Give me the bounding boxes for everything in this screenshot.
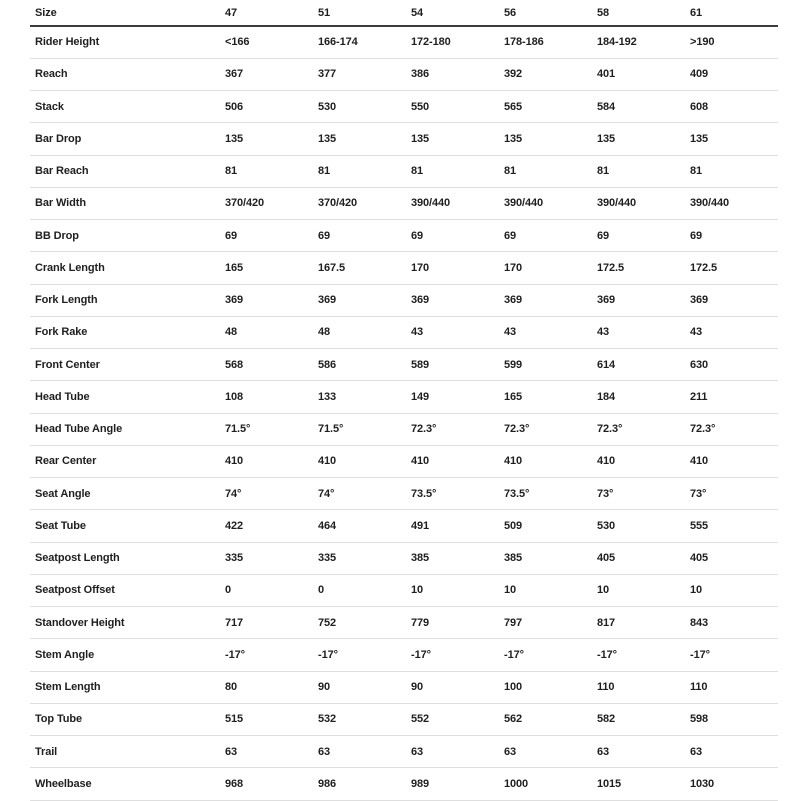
cell-value: 63 <box>220 736 313 768</box>
cell-value: 464 <box>313 510 406 542</box>
cell-value: 530 <box>592 510 685 542</box>
row-label: Seatpost Length <box>30 542 220 574</box>
cell-value: 69 <box>499 220 592 252</box>
table-row <box>30 445 778 477</box>
cell-value: 135 <box>220 123 313 155</box>
cell-value: 69 <box>685 220 778 252</box>
cell-value: -17° <box>406 639 499 671</box>
table-row <box>30 413 778 445</box>
header-size-value: 56 <box>499 0 592 26</box>
cell-value: 410 <box>685 445 778 477</box>
cell-value: -17° <box>592 639 685 671</box>
cell-value: 369 <box>592 284 685 316</box>
cell-value: 73° <box>592 478 685 510</box>
cell-value: 968 <box>220 768 313 800</box>
cell-value: 515 <box>220 703 313 735</box>
table-row <box>30 542 778 574</box>
cell-value: 589 <box>406 349 499 381</box>
header-size-value: 47 <box>220 0 313 26</box>
cell-value: 133 <box>313 381 406 413</box>
cell-value: 405 <box>685 542 778 574</box>
table-row <box>30 607 778 639</box>
cell-value: 80 <box>220 671 313 703</box>
table-row <box>30 381 778 413</box>
cell-value: 72.3° <box>406 413 499 445</box>
cell-value: 410 <box>406 445 499 477</box>
row-label: BB Drop <box>30 220 220 252</box>
cell-value: 550 <box>406 91 499 123</box>
cell-value: 108 <box>220 381 313 413</box>
table-body <box>30 26 778 800</box>
cell-value: 565 <box>499 91 592 123</box>
cell-value: 63 <box>685 736 778 768</box>
cell-value: 797 <box>499 607 592 639</box>
cell-value: 614 <box>592 349 685 381</box>
row-label: Rider Height <box>30 26 220 58</box>
header-size-value: 58 <box>592 0 685 26</box>
cell-value: 335 <box>220 542 313 574</box>
cell-value: 48 <box>313 316 406 348</box>
cell-value: 385 <box>406 542 499 574</box>
row-label: Top Tube <box>30 703 220 735</box>
table-row <box>30 91 778 123</box>
header-size-value: 61 <box>685 0 778 26</box>
cell-value: -17° <box>685 639 778 671</box>
cell-value: 1030 <box>685 768 778 800</box>
cell-value: 370/420 <box>313 187 406 219</box>
cell-value: 598 <box>685 703 778 735</box>
cell-value: 555 <box>685 510 778 542</box>
cell-value: 63 <box>592 736 685 768</box>
cell-value: 73.5° <box>499 478 592 510</box>
cell-value: 10 <box>685 574 778 606</box>
table-row <box>30 252 778 284</box>
table-row <box>30 671 778 703</box>
geometry-table-container <box>30 0 778 800</box>
cell-value: 63 <box>406 736 499 768</box>
cell-value: 401 <box>592 58 685 90</box>
cell-value: 410 <box>592 445 685 477</box>
table-row <box>30 349 778 381</box>
cell-value: 989 <box>406 768 499 800</box>
cell-value: 608 <box>685 91 778 123</box>
cell-value: 10 <box>406 574 499 606</box>
cell-value: 73° <box>685 478 778 510</box>
table-row <box>30 284 778 316</box>
cell-value: 335 <box>313 542 406 574</box>
cell-value: 43 <box>499 316 592 348</box>
cell-value: 568 <box>220 349 313 381</box>
row-label: Reach <box>30 58 220 90</box>
cell-value: 43 <box>685 316 778 348</box>
cell-value: 10 <box>592 574 685 606</box>
row-label: Fork Rake <box>30 316 220 348</box>
cell-value: 390/440 <box>406 187 499 219</box>
cell-value: >190 <box>685 26 778 58</box>
cell-value: 717 <box>220 607 313 639</box>
cell-value: 74° <box>313 478 406 510</box>
cell-value: 69 <box>406 220 499 252</box>
cell-value: 81 <box>313 155 406 187</box>
table-row <box>30 478 778 510</box>
cell-value: 100 <box>499 671 592 703</box>
cell-value: 582 <box>592 703 685 735</box>
cell-value: 390/440 <box>592 187 685 219</box>
cell-value: 172.5 <box>592 252 685 284</box>
row-label: Crank Length <box>30 252 220 284</box>
row-label: Fork Length <box>30 284 220 316</box>
cell-value: 72.3° <box>499 413 592 445</box>
cell-value: 211 <box>685 381 778 413</box>
table-row <box>30 510 778 542</box>
cell-value: 817 <box>592 607 685 639</box>
cell-value: 843 <box>685 607 778 639</box>
cell-value: 509 <box>499 510 592 542</box>
cell-value: 405 <box>592 542 685 574</box>
cell-value: 422 <box>220 510 313 542</box>
row-label: Stem Length <box>30 671 220 703</box>
row-label: Seat Tube <box>30 510 220 542</box>
row-label: Bar Reach <box>30 155 220 187</box>
row-label: Trail <box>30 736 220 768</box>
cell-value: 63 <box>499 736 592 768</box>
header-size-value: 54 <box>406 0 499 26</box>
row-label: Stack <box>30 91 220 123</box>
header-row <box>30 0 778 26</box>
cell-value: 172-180 <box>406 26 499 58</box>
cell-value: 43 <box>592 316 685 348</box>
cell-value: 390/440 <box>499 187 592 219</box>
cell-value: 81 <box>220 155 313 187</box>
cell-value: 110 <box>685 671 778 703</box>
cell-value: 10 <box>499 574 592 606</box>
cell-value: 410 <box>220 445 313 477</box>
cell-value: 165 <box>220 252 313 284</box>
table-row <box>30 316 778 348</box>
cell-value: 72.3° <box>592 413 685 445</box>
cell-value: 370/420 <box>220 187 313 219</box>
cell-value: -17° <box>313 639 406 671</box>
cell-value: 506 <box>220 91 313 123</box>
cell-value: -17° <box>499 639 592 671</box>
row-label: Rear Center <box>30 445 220 477</box>
cell-value: 81 <box>592 155 685 187</box>
row-label: Front Center <box>30 349 220 381</box>
cell-value: 135 <box>406 123 499 155</box>
cell-value: 170 <box>499 252 592 284</box>
cell-value: 72.3° <box>685 413 778 445</box>
cell-value: 184 <box>592 381 685 413</box>
cell-value: 178-186 <box>499 26 592 58</box>
cell-value: 752 <box>313 607 406 639</box>
cell-value: 166-174 <box>313 26 406 58</box>
table-row <box>30 768 778 800</box>
cell-value: 0 <box>220 574 313 606</box>
cell-value: 369 <box>685 284 778 316</box>
table-row <box>30 574 778 606</box>
cell-value: 90 <box>406 671 499 703</box>
cell-value: 410 <box>313 445 406 477</box>
row-label: Head Tube Angle <box>30 413 220 445</box>
cell-value: 532 <box>313 703 406 735</box>
cell-value: 172.5 <box>685 252 778 284</box>
cell-value: 1000 <box>499 768 592 800</box>
row-label: Seat Angle <box>30 478 220 510</box>
cell-value: 369 <box>499 284 592 316</box>
cell-value: 410 <box>499 445 592 477</box>
cell-value: -17° <box>220 639 313 671</box>
table-row <box>30 26 778 58</box>
cell-value: 369 <box>313 284 406 316</box>
cell-value: 81 <box>685 155 778 187</box>
cell-value: 71.5° <box>220 413 313 445</box>
cell-value: 184-192 <box>592 26 685 58</box>
cell-value: 0 <box>313 574 406 606</box>
cell-value: 81 <box>406 155 499 187</box>
cell-value: 586 <box>313 349 406 381</box>
cell-value: 135 <box>499 123 592 155</box>
cell-value: 562 <box>499 703 592 735</box>
cell-value: 69 <box>592 220 685 252</box>
cell-value: 135 <box>685 123 778 155</box>
cell-value: 377 <box>313 58 406 90</box>
cell-value: 71.5° <box>313 413 406 445</box>
cell-value: 135 <box>313 123 406 155</box>
cell-value: 63 <box>313 736 406 768</box>
cell-value: 165 <box>499 381 592 413</box>
cell-value: 599 <box>499 349 592 381</box>
cell-value: 1015 <box>592 768 685 800</box>
row-label: Stem Angle <box>30 639 220 671</box>
row-label: Bar Drop <box>30 123 220 155</box>
table-row <box>30 220 778 252</box>
table-row <box>30 703 778 735</box>
row-label: Wheelbase <box>30 768 220 800</box>
cell-value: <166 <box>220 26 313 58</box>
header-size-value: 51 <box>313 0 406 26</box>
row-label: Seatpost Offset <box>30 574 220 606</box>
geometry-table <box>30 0 778 801</box>
cell-value: 135 <box>592 123 685 155</box>
cell-value: 530 <box>313 91 406 123</box>
table-row <box>30 155 778 187</box>
table-row <box>30 123 778 155</box>
table-row <box>30 187 778 219</box>
table-row <box>30 736 778 768</box>
cell-value: 43 <box>406 316 499 348</box>
cell-value: 90 <box>313 671 406 703</box>
table-row <box>30 58 778 90</box>
cell-value: 409 <box>685 58 778 90</box>
header-label-size: Size <box>30 0 220 26</box>
cell-value: 630 <box>685 349 778 381</box>
cell-value: 81 <box>499 155 592 187</box>
cell-value: 369 <box>220 284 313 316</box>
cell-value: 167.5 <box>313 252 406 284</box>
cell-value: 584 <box>592 91 685 123</box>
row-label: Standover Height <box>30 607 220 639</box>
cell-value: 392 <box>499 58 592 90</box>
cell-value: 73.5° <box>406 478 499 510</box>
table-row <box>30 639 778 671</box>
row-label: Head Tube <box>30 381 220 413</box>
cell-value: 170 <box>406 252 499 284</box>
cell-value: 149 <box>406 381 499 413</box>
cell-value: 367 <box>220 58 313 90</box>
row-label: Bar Width <box>30 187 220 219</box>
cell-value: 69 <box>220 220 313 252</box>
cell-value: 986 <box>313 768 406 800</box>
cell-value: 69 <box>313 220 406 252</box>
cell-value: 48 <box>220 316 313 348</box>
cell-value: 369 <box>406 284 499 316</box>
cell-value: 390/440 <box>685 187 778 219</box>
cell-value: 385 <box>499 542 592 574</box>
cell-value: 552 <box>406 703 499 735</box>
cell-value: 491 <box>406 510 499 542</box>
cell-value: 74° <box>220 478 313 510</box>
cell-value: 110 <box>592 671 685 703</box>
cell-value: 779 <box>406 607 499 639</box>
cell-value: 386 <box>406 58 499 90</box>
